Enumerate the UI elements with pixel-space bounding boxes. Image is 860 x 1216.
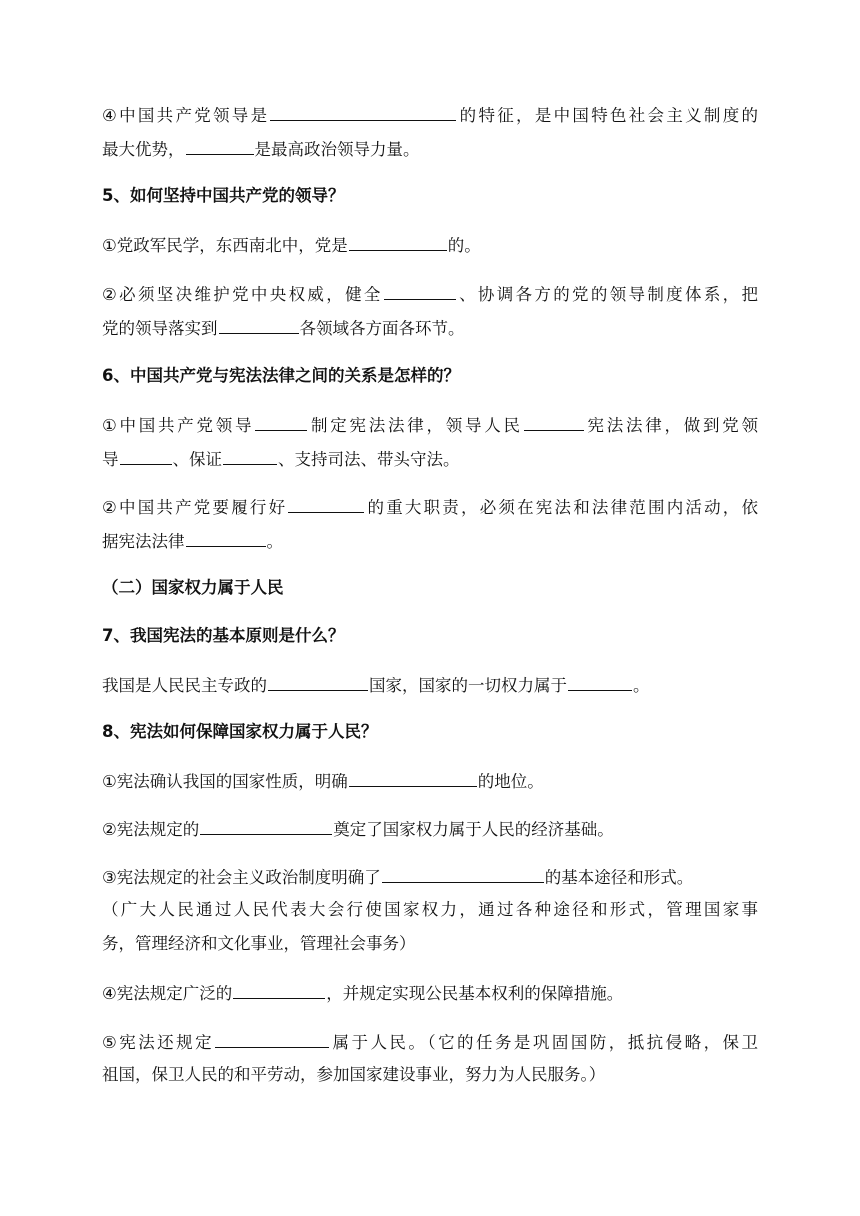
fill-blank[interactable]: [382, 864, 544, 883]
section2-heading: （二）国家权力属于人民: [102, 578, 284, 597]
text: 各领域各方面各环节。: [299, 319, 465, 338]
q5-item1: [102, 232, 758, 258]
text: ②必须坚决维护党中央权威，健全: [102, 285, 383, 304]
text: 党的领导落实到: [102, 319, 218, 338]
q6-item2-line2: [102, 528, 758, 554]
text: 。: [633, 676, 650, 695]
fill-blank[interactable]: [223, 446, 277, 465]
fill-blank[interactable]: [186, 136, 254, 155]
text: 的重大职责，必须在宪法和法律范围内活动，依: [365, 498, 758, 517]
q8-item3-note-line2: 务，管理经济和文化事业，管理社会事务）: [102, 934, 416, 953]
text: ②中国共产党要履行好: [102, 498, 288, 517]
text: ①中国共产党领导: [102, 416, 255, 435]
fill-blank[interactable]: [349, 768, 477, 787]
q4-item4-line1: [102, 102, 758, 128]
text: 、保证: [172, 450, 222, 469]
text: ②宪法规定的: [102, 820, 200, 839]
text: 属于人民。（它的任务是巩固国防，抵抗侵略，保卫: [330, 1033, 758, 1052]
q8-item2: [102, 816, 758, 842]
q6-item1-line1: [102, 412, 758, 438]
fill-blank[interactable]: [219, 315, 299, 334]
fill-blank[interactable]: [568, 672, 632, 691]
fill-blank[interactable]: [349, 232, 447, 251]
fill-blank[interactable]: [524, 412, 584, 431]
fill-blank[interactable]: [120, 446, 172, 465]
text: 的。: [447, 236, 481, 255]
q5-heading: 5、如何坚持中国共产党的领导？: [102, 186, 345, 205]
text: 的基本途径和形式。: [544, 868, 694, 887]
q8-heading: 8、宪法如何保障国家权力属于人民？: [102, 722, 378, 741]
text: ①党政军民学，东西南北中，党是: [102, 236, 348, 255]
fill-blank[interactable]: [200, 816, 332, 835]
q5-item2-line1: [102, 281, 758, 307]
text: ，并规定实现公民基本权利的保障措施。: [326, 984, 624, 1003]
fill-blank[interactable]: [233, 980, 325, 999]
text: ③宪法规定的社会主义政治制度明确了: [102, 868, 381, 887]
fill-blank[interactable]: [255, 412, 307, 431]
fill-blank[interactable]: [288, 494, 364, 513]
text: 的地位。: [477, 772, 544, 791]
text: ⑤宪法还规定: [102, 1033, 215, 1052]
q8-item3: [102, 864, 758, 890]
q8-item4: [102, 980, 758, 1006]
text: 。: [266, 532, 283, 551]
q6-item2-line1: [102, 494, 758, 520]
text: 我国是人民民主专政的: [102, 676, 267, 695]
text: ④中国共产党领导是: [102, 106, 270, 125]
q5-item2-line2: [102, 315, 758, 341]
text: 国家，国家的一切权力属于: [369, 676, 567, 695]
text: 、支持司法、带头守法。: [278, 450, 460, 469]
text: 、协调各方的党的领导制度体系，把: [456, 285, 759, 304]
text: 是最高政治领导力量。: [254, 140, 420, 159]
text: 的特征，是中国特色社会主义制度的: [457, 106, 759, 125]
fill-blank[interactable]: [384, 281, 456, 300]
text: 宪法法律，做到党领: [584, 416, 759, 435]
q8-item5-line1: [102, 1029, 758, 1055]
text: ①宪法确认我国的国家性质，明确: [102, 772, 348, 791]
q7-heading: 7、我国宪法的基本原则是什么？: [102, 626, 345, 645]
q8-item1: [102, 768, 758, 794]
q6-item1-line2: [102, 446, 758, 472]
q6-heading: 6、中国共产党与宪法法律之间的关系是怎样的？: [102, 366, 460, 385]
text: 据宪法法律: [102, 532, 185, 551]
q7-line: [102, 672, 758, 698]
q8-item3-note-line1: （广大人民通过人民代表大会行使国家权力，通过各种途径和形式，管理国家事: [102, 900, 758, 919]
text: 导: [102, 450, 119, 469]
text: 奠定了国家权力属于人民的经济基础。: [333, 820, 614, 839]
fill-blank[interactable]: [268, 672, 368, 691]
text: ④宪法规定广泛的: [102, 984, 233, 1003]
fill-blank[interactable]: [270, 102, 456, 121]
text: 最大优势，: [102, 140, 185, 159]
fill-blank[interactable]: [186, 528, 266, 547]
q8-item5-line2: 祖国，保卫人民的和平劳动，参加国家建设事业，努力为人民服务。）: [102, 1065, 606, 1084]
q4-item4-line2: [102, 136, 758, 162]
text: 制定宪法法律，领导人民: [308, 416, 523, 435]
fill-blank[interactable]: [215, 1029, 329, 1048]
